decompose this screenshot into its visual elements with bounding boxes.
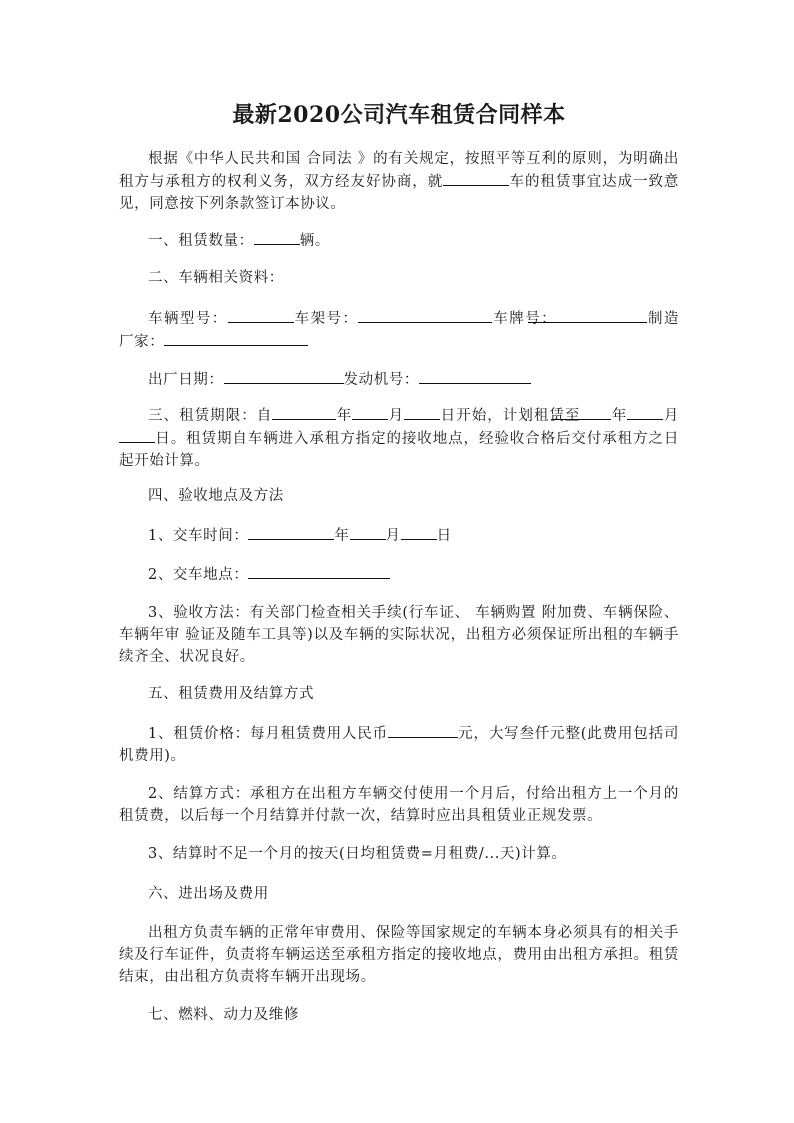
partial-month-paragraph: 3、结算时不足一个月的按天(日均租赁费=月租费/...天)计算。 bbox=[148, 846, 567, 862]
engine-label: 发动机号： bbox=[343, 372, 419, 388]
delivery-place-label: 2、交车地点： bbox=[148, 567, 249, 583]
entry-exit-paragraph: 出租方负责车辆的正常年审费用、保险等国家规定的车辆本身必须具有的相关手续及行车证件，负责将车辆运送至承租方指定的接收地点，费用由出租方承担。租赁结束，由出租方负责将车辆开出现场。 bbox=[119, 925, 679, 985]
month-label: 月 bbox=[663, 408, 679, 424]
year-label: 年 bbox=[611, 408, 628, 424]
delivery-place-row bbox=[119, 563, 679, 586]
vehicle-info-row-2 bbox=[119, 368, 679, 391]
start-year-blank[interactable] bbox=[272, 404, 336, 420]
vehicle-type-blank[interactable] bbox=[443, 170, 509, 186]
frame-blank[interactable] bbox=[358, 307, 492, 323]
model-blank[interactable] bbox=[228, 307, 294, 323]
end-year-blank[interactable] bbox=[551, 404, 611, 420]
quantity-label: 一、租赁数量： bbox=[148, 233, 254, 249]
vehicle-info-row-1 bbox=[119, 307, 679, 353]
section-1-quantity bbox=[119, 229, 679, 252]
plate-blank[interactable] bbox=[528, 307, 647, 323]
manufacture-date-blank[interactable] bbox=[224, 368, 344, 384]
start-day-label: 日开始，计划租赁至 bbox=[440, 408, 581, 424]
year-label: 年 bbox=[336, 408, 353, 424]
rental-price-blank[interactable] bbox=[388, 722, 458, 738]
delivery-time-row bbox=[119, 524, 679, 547]
term-label: 三、租赁期限：自 bbox=[148, 408, 273, 424]
settlement-method-paragraph: 2、结算方式：承租方在出租方车辆交付使用一个月后，付给出租方上一个月的租赁费，以后每一个月结算并付款一次，结算时应出具租赁业正规发票。 bbox=[119, 786, 679, 824]
document-title: 最新2020公司汽车租赁合同样本 bbox=[232, 102, 566, 128]
plate-label: 车牌号： bbox=[492, 311, 558, 327]
quantity-blank[interactable] bbox=[254, 229, 300, 245]
section-7-heading: 七、燃料、动力及维修 bbox=[148, 1007, 299, 1023]
engine-blank[interactable] bbox=[419, 368, 531, 384]
end-day-blank[interactable] bbox=[119, 427, 155, 443]
term-description: 日。租赁期自车辆进入承租方指定的接收地点，经验收合格后交付承租方之日起开始计算。 bbox=[119, 431, 679, 469]
maker-blank[interactable] bbox=[164, 330, 308, 346]
acceptance-method-paragraph: 3、验收方法：有关部门检查相关手续(行车证、 车辆购置 附加费、车辆保险、 车辆年审 验证及随车工具等)以及车辆的实际状况，出租方必须保证所出租的车辆手续齐全、状况良好。 bbox=[119, 605, 679, 665]
preamble-paragraph bbox=[119, 148, 679, 215]
section-5-heading: 五、租赁费用及结算方式 bbox=[148, 686, 315, 702]
manufacture-date-label: 出厂日期： bbox=[148, 372, 224, 388]
month-label: 月 bbox=[388, 408, 405, 424]
frame-label: 车架号： bbox=[293, 311, 359, 327]
start-day-blank[interactable] bbox=[404, 404, 440, 420]
section-2-heading: 二、车辆相关资料： bbox=[148, 270, 284, 286]
section-3-term bbox=[119, 404, 679, 472]
preamble-text-1: 根据《中华人民共和国 合同法 》的有关规定，按照平等互利的原则，为明确出租方与承租方的权利义务，双方经友好协商，就 bbox=[119, 151, 679, 190]
rental-price-text-2: 元，大写叁仟元整(此费用包括司机费用)。 bbox=[119, 726, 680, 764]
delivery-day-blank[interactable] bbox=[401, 524, 437, 540]
day-label: 日 bbox=[436, 528, 452, 544]
section-6-heading: 六、进出场及费用 bbox=[148, 886, 269, 902]
end-month-blank[interactable] bbox=[627, 404, 663, 420]
delivery-year-blank[interactable] bbox=[248, 524, 334, 540]
model-label: 车辆型号： bbox=[148, 311, 228, 327]
month-label: 月 bbox=[385, 528, 401, 544]
start-month-blank[interactable] bbox=[352, 404, 388, 420]
preamble-text-2: 车的租赁事宜达成一致意见，同意按下列条款签订本协议。 bbox=[119, 174, 679, 212]
delivery-time-label: 1、交车时间： bbox=[148, 528, 249, 544]
delivery-place-blank[interactable] bbox=[248, 563, 390, 579]
year-label: 年 bbox=[334, 528, 350, 544]
quantity-suffix: 辆。 bbox=[299, 233, 330, 249]
rental-price-paragraph bbox=[119, 722, 679, 767]
delivery-month-blank[interactable] bbox=[350, 524, 386, 540]
maker-label: 制造厂家： bbox=[119, 311, 680, 350]
section-4-heading: 四、验收地点及方法 bbox=[148, 488, 284, 504]
rental-price-text-1: 1、租赁价格：每月租赁费用人民币 bbox=[148, 726, 388, 742]
